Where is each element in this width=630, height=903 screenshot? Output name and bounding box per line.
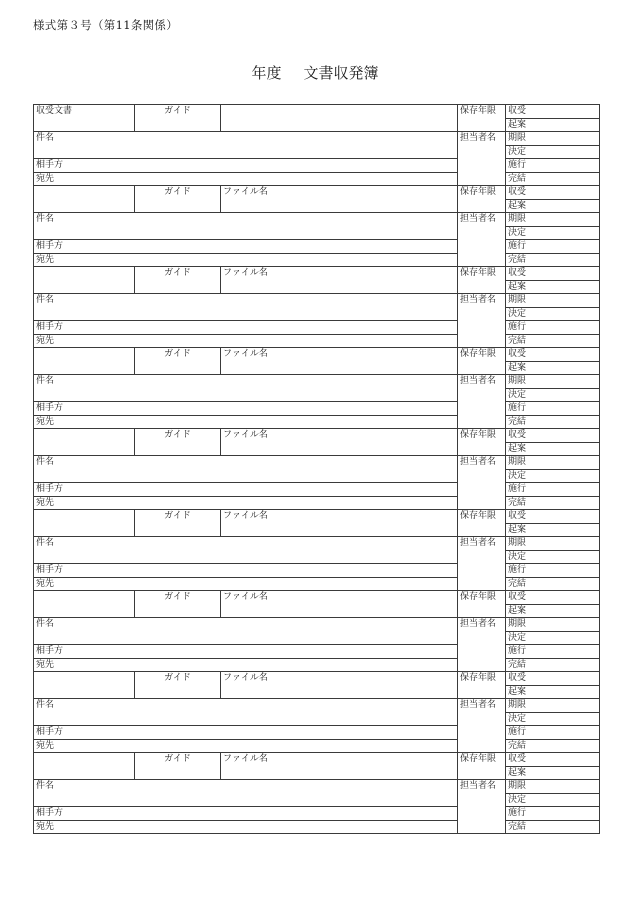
date-decided-label: 決定 [506,631,600,645]
entry-row [34,334,600,348]
person-in-charge-label: 担当者名 [458,132,506,186]
retention-period-label: 保存年限 [458,267,506,294]
person-in-charge-label: 担当者名 [458,294,506,348]
entry-row [34,753,600,767]
retention-period-label: 保存年限 [458,591,506,618]
addressee-label[interactable]: 宛先 [34,496,458,510]
guide-label: ガイド [135,429,221,456]
file-name-cell[interactable]: ファイル名 [221,348,458,375]
date-decided-label: 決定 [506,145,600,159]
entry-row [34,739,600,753]
date-decided-label: 決定 [506,226,600,240]
counterparty-label[interactable]: 相手方 [34,483,458,497]
date-due-label: 期限 [506,780,600,794]
entry-row [34,456,600,470]
entry-row [34,253,600,267]
counterparty-label[interactable]: 相手方 [34,564,458,578]
date-due-label: 期限 [506,456,600,470]
counterparty-label[interactable]: 相手方 [34,402,458,416]
date-due-label: 期限 [506,213,600,227]
counterparty-label[interactable]: 相手方 [34,726,458,740]
entry-row [34,240,600,254]
received-documents-cell[interactable] [34,348,135,375]
title-year: 年度 [251,64,282,82]
counterparty-label[interactable]: 相手方 [34,807,458,821]
received-documents-cell[interactable] [34,510,135,537]
date-decided-label: 決定 [506,712,600,726]
guide-label: ガイド [135,267,221,294]
counterparty-label[interactable]: 相手方 [34,240,458,254]
date-drafted-label: 起案 [506,685,600,699]
guide-label: ガイド [135,186,221,213]
received-documents-cell[interactable]: 収受文書 [34,105,135,132]
date-decided-label: 決定 [506,550,600,564]
date-enforced-label: 施行 [506,321,600,335]
entry-row [34,483,600,497]
date-received-label: 収受 [506,591,600,605]
entry-row [34,672,600,686]
date-completed-label: 完結 [506,496,600,510]
date-received-label: 収受 [506,753,600,767]
subject-cell[interactable]: 件名 [34,456,458,483]
date-drafted-label: 起案 [506,361,600,375]
date-due-label: 期限 [506,132,600,146]
document-register-table [33,104,600,834]
entry-row [34,537,600,551]
guide-label: ガイド [135,753,221,780]
entry-row [34,564,600,578]
person-in-charge-label: 担当者名 [458,780,506,834]
entry-row [34,186,600,200]
received-documents-cell[interactable] [34,267,135,294]
entry-row [34,415,600,429]
entry-row [34,267,600,281]
date-drafted-label: 起案 [506,118,600,132]
addressee-label[interactable]: 宛先 [34,739,458,753]
guide-label: ガイド [135,510,221,537]
date-received-label: 収受 [506,105,600,119]
file-name-cell[interactable]: ファイル名 [221,510,458,537]
date-completed-label: 完結 [506,820,600,834]
entry-row [34,699,600,713]
file-name-cell[interactable] [221,105,458,132]
date-enforced-label: 施行 [506,807,600,821]
received-documents-cell[interactable] [34,591,135,618]
entry-row [34,780,600,794]
entry-row [34,658,600,672]
date-due-label: 期限 [506,618,600,632]
date-drafted-label: 起案 [506,604,600,618]
date-drafted-label: 起案 [506,523,600,537]
date-received-label: 収受 [506,510,600,524]
entry-row [34,726,600,740]
entry-row [34,132,600,146]
received-documents-cell[interactable] [34,429,135,456]
addressee-label[interactable]: 宛先 [34,658,458,672]
entry-row [34,807,600,821]
date-decided-label: 決定 [506,793,600,807]
date-received-label: 収受 [506,672,600,686]
counterparty-label[interactable]: 相手方 [34,645,458,659]
entry-row [34,172,600,186]
entry-row [34,577,600,591]
addressee-label[interactable]: 宛先 [34,334,458,348]
date-due-label: 期限 [506,537,600,551]
entry-row [34,348,600,362]
date-enforced-label: 施行 [506,240,600,254]
date-due-label: 期限 [506,375,600,389]
person-in-charge-label: 担当者名 [458,699,506,753]
addressee-label[interactable]: 宛先 [34,577,458,591]
date-decided-label: 決定 [506,307,600,321]
date-enforced-label: 施行 [506,726,600,740]
counterparty-label[interactable]: 相手方 [34,159,458,173]
guide-label: ガイド [135,348,221,375]
entry-row [34,510,600,524]
date-received-label: 収受 [506,267,600,281]
date-completed-label: 完結 [506,334,600,348]
date-completed-label: 完結 [506,739,600,753]
subject-cell[interactable]: 件名 [34,294,458,321]
person-in-charge-label: 担当者名 [458,618,506,672]
date-enforced-label: 施行 [506,645,600,659]
retention-period-label: 保存年限 [458,348,506,375]
date-received-label: 収受 [506,186,600,200]
received-documents-cell[interactable] [34,753,135,780]
entry-row [34,591,600,605]
date-drafted-label: 起案 [506,442,600,456]
subject-cell[interactable]: 件名 [34,699,458,726]
subject-cell[interactable]: 件名 [34,780,458,807]
entry-row [34,402,600,416]
received-documents-cell[interactable] [34,186,135,213]
retention-period-label: 保存年限 [458,753,506,780]
form-number: 様式第３号（第11条関係） [33,18,179,32]
retention-period-label: 保存年限 [458,672,506,699]
addressee-label[interactable]: 宛先 [34,253,458,267]
date-enforced-label: 施行 [506,483,600,497]
date-completed-label: 完結 [506,415,600,429]
entry-row [34,645,600,659]
entry-row [34,105,600,119]
entry-row [34,213,600,227]
entry-row [34,159,600,173]
addressee-label[interactable]: 宛先 [34,820,458,834]
counterparty-label[interactable]: 相手方 [34,321,458,335]
date-enforced-label: 施行 [506,159,600,173]
person-in-charge-label: 担当者名 [458,537,506,591]
person-in-charge-label: 担当者名 [458,213,506,267]
entry-row [34,496,600,510]
file-name-cell[interactable]: ファイル名 [221,267,458,294]
date-decided-label: 決定 [506,388,600,402]
file-name-cell[interactable]: ファイル名 [221,591,458,618]
subject-cell[interactable]: 件名 [34,537,458,564]
retention-period-label: 保存年限 [458,510,506,537]
addressee-label[interactable]: 宛先 [34,415,458,429]
file-name-cell[interactable]: ファイル名 [221,672,458,699]
addressee-label[interactable]: 宛先 [34,172,458,186]
entry-row [34,375,600,389]
retention-period-label: 保存年限 [458,429,506,456]
subject-cell[interactable]: 件名 [34,375,458,402]
date-completed-label: 完結 [506,172,600,186]
entry-row [34,429,600,443]
retention-period-label: 保存年限 [458,186,506,213]
person-in-charge-label: 担当者名 [458,456,506,510]
date-completed-label: 完結 [506,577,600,591]
date-completed-label: 完結 [506,253,600,267]
date-drafted-label: 起案 [506,199,600,213]
file-name-cell[interactable]: ファイル名 [221,186,458,213]
entry-row [34,294,600,308]
subject-cell[interactable]: 件名 [34,618,458,645]
date-enforced-label: 施行 [506,402,600,416]
date-enforced-label: 施行 [506,564,600,578]
page-title [0,62,630,83]
guide-label: ガイド [135,591,221,618]
retention-period-label: 保存年限 [458,105,506,132]
date-received-label: 収受 [506,429,600,443]
title-main: 文書収発簿 [303,64,379,82]
subject-cell[interactable]: 件名 [34,213,458,240]
subject-cell[interactable]: 件名 [34,132,458,159]
date-drafted-label: 起案 [506,280,600,294]
received-documents-cell[interactable] [34,672,135,699]
date-due-label: 期限 [506,699,600,713]
date-due-label: 期限 [506,294,600,308]
person-in-charge-label: 担当者名 [458,375,506,429]
file-name-cell[interactable]: ファイル名 [221,429,458,456]
date-received-label: 収受 [506,348,600,362]
date-decided-label: 決定 [506,469,600,483]
file-name-cell[interactable]: ファイル名 [221,753,458,780]
date-drafted-label: 起案 [506,766,600,780]
guide-label: ガイド [135,105,221,132]
entry-row [34,321,600,335]
guide-label: ガイド [135,672,221,699]
entry-row [34,820,600,834]
date-completed-label: 完結 [506,658,600,672]
entry-row [34,618,600,632]
